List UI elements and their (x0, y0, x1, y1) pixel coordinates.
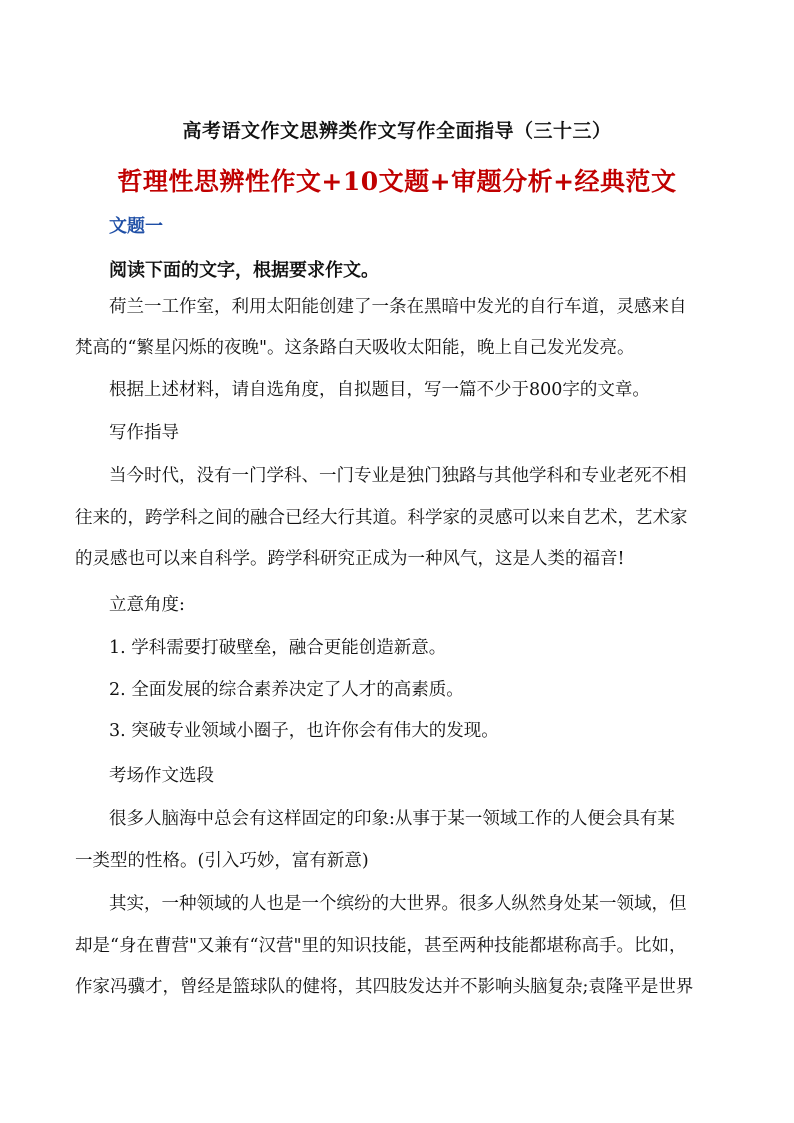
paragraph-line: 很多人脑海中总会有这样固定的印象:从事于某一领域工作的人便会具有某 (109, 809, 675, 829)
excerpt-paragraph-2-cont (75, 926, 694, 1008)
material-paragraph (109, 287, 721, 328)
excerpt-heading (109, 756, 721, 797)
excerpt-heading-text: 考场作文选段 (109, 766, 214, 786)
guide-paragraph (109, 456, 721, 497)
list-item: 2. 全面发展的综合素养决定了人才的高素质。 (109, 680, 464, 700)
paragraph-line: 梵高的“繁星闪烁的夜晚"。这条路白天吸收太阳能，晚上自己发光发亮。 (75, 338, 635, 358)
angle-heading (109, 585, 721, 626)
guide-heading (109, 413, 721, 454)
list-item: 3. 突破专业领域小圈子，也许你会有伟大的发现。 (109, 721, 499, 741)
list-item: 1. 学科需要打破壁垒，融合更能创造新意。 (109, 638, 447, 658)
excerpt-paragraph-1-cont (75, 841, 687, 882)
paragraph-line: 根据上述材料，请自选角度，自拟题目，写一篇不少于800字的文章。 (109, 380, 650, 400)
paragraph-line: 作家冯骥才，曾经是篮球队的健将，其四肢发达并不影响头脑复杂;袁隆平是世界 (75, 977, 694, 997)
angle-heading-text: 立意角度: (109, 595, 185, 615)
paragraph-line: 当今时代，没有一门学科、一门专业是独门独路与其他学科和专业老死不相 (109, 466, 687, 486)
paragraph-line: 却是“身在曹营"又兼有“汉营"里的知识技能，甚至两种技能都堪称高手。比如， (75, 936, 687, 956)
guide-heading-text: 写作指导 (109, 423, 179, 443)
paragraph-line: 一类型的性格。(引入巧妙，富有新意) (75, 851, 369, 871)
document-title: 高考语文作文思辨类作文写作全面指导（三十三） (182, 120, 612, 142)
excerpt-paragraph-2 (109, 884, 721, 925)
paragraph-line: 荷兰一工作室，利用太阳能创建了一条在黑暗中发光的自行车道，灵感来自 (109, 297, 687, 317)
guide-paragraph-cont (75, 498, 687, 580)
material-paragraph-cont (75, 328, 687, 369)
paragraph-line: 其实，一种领域的人也是一个缤纷的大世界。很多人纵然身处某一领域，但 (109, 894, 687, 914)
document-subtitle: 哲理性思辨性作文+10文题+审题分析+经典范文 (117, 167, 677, 196)
paragraph-line: 的灵感也可以来自科学。跨学科研究正成为一种风气，这是人类的福音! (75, 549, 625, 569)
paragraph-line: 往来的，跨学科之间的融合已经大行其道。科学家的灵感可以来自艺术，艺术家 (75, 508, 688, 528)
instruction-text: 阅读下面的文字，根据要求作文。 (109, 260, 379, 281)
angle-list (109, 628, 721, 752)
excerpt-paragraph-1 (109, 799, 721, 840)
requirement-paragraph (109, 370, 721, 411)
section-heading: 文题一 (109, 216, 163, 237)
